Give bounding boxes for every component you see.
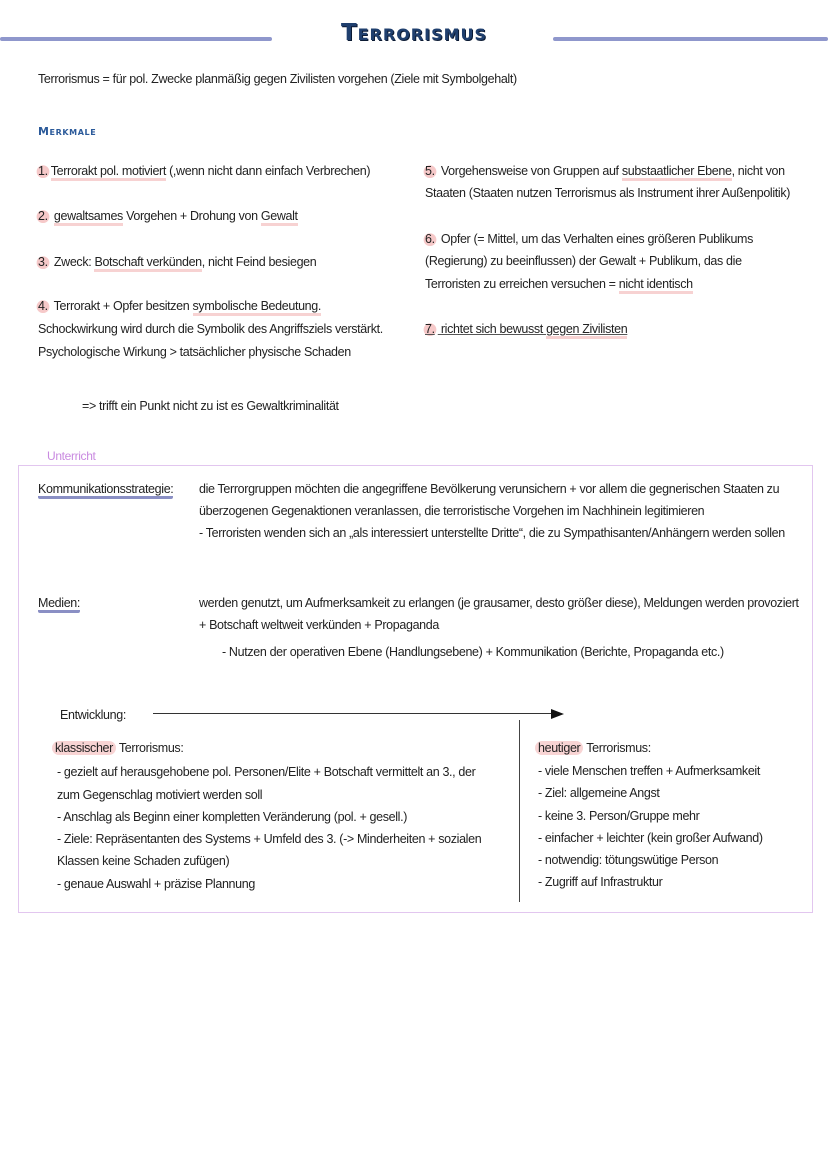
item-number: 4. xyxy=(35,299,51,313)
merkmal-3 xyxy=(38,253,316,271)
item-number: 7. xyxy=(422,322,438,336)
heutig-line: - Ziel: allgemeine Angst xyxy=(538,786,660,800)
heutig-line: - Zugriff auf Infrastruktur xyxy=(538,875,663,889)
highlight: heutiger xyxy=(535,741,583,755)
column-divider xyxy=(519,720,520,902)
unterricht-tag: Unterricht xyxy=(47,449,96,463)
text: Opfer (= Mittel, um das Verhalten eines größeren Publikums xyxy=(437,232,754,246)
text: Terrorismus: xyxy=(115,741,184,755)
section-heading-merkmale: Merkmale xyxy=(38,125,97,138)
merkmal-4 xyxy=(38,297,321,315)
text: Terrorismus: xyxy=(583,741,651,755)
highlight: gewaltsames xyxy=(54,209,123,226)
label: Kommunikationsstrategie: xyxy=(38,482,173,499)
item-number: 1. xyxy=(35,164,51,178)
klassisch-heading xyxy=(55,739,183,757)
entwicklung-label: Entwicklung: xyxy=(60,708,126,722)
merkmal-4-line3: Psychologische Wirkung > tatsächlicher physische Schaden xyxy=(38,345,351,359)
text: Terrorakt + Opfer besitzen xyxy=(50,299,193,313)
highlight: klassischer xyxy=(52,741,116,755)
highlight: substaatlicher Ebene xyxy=(622,164,732,181)
highlight: Gewalt xyxy=(261,209,298,226)
text: Vorgehensweise von Gruppen auf xyxy=(437,164,622,178)
merkmal-2 xyxy=(38,207,298,225)
highlight: nicht identisch xyxy=(619,277,693,294)
timeline-arrow xyxy=(153,713,553,714)
text: (,wenn nicht dann einfach Verbrechen) xyxy=(165,164,371,178)
merkmal-4-line2: Schockwirkung wird durch die Symbolik des Angriffsziels verstärkt. xyxy=(38,322,383,336)
text: richtet sich bewusst xyxy=(437,322,547,336)
highlight: Botschaft verkünden xyxy=(94,255,201,272)
komm-line: überzogenen Gegenaktionen veranlassen, die terroristische Vorgehen im Nachhinein legitimieren xyxy=(199,504,705,518)
highlight: gegen Zivilisten xyxy=(546,322,627,339)
merkmal-1 xyxy=(38,162,370,180)
highlight: symbolische Bedeutung. xyxy=(193,299,322,316)
heutig-heading xyxy=(538,739,651,757)
medien-line: werden genutzt, um Aufmerksamkeit zu erlangen (je grausamer, desto größer diese), Meldungen werden provoziert xyxy=(199,596,799,610)
item-number: 6. xyxy=(422,232,438,246)
text: Zweck: xyxy=(50,255,95,269)
komm-line: die Terrorgruppen möchten die angegriffene Bevölkerung verunsichern + vor allem die gegnerischen Staaten zu xyxy=(199,482,780,496)
medien-label xyxy=(38,594,80,612)
heutig-line: - viele Menschen treffen + Aufmerksamkeit xyxy=(538,764,760,778)
text: Vorgehen + Drohung von xyxy=(122,209,261,223)
klassisch-line: - genaue Auswahl + präzise Plannung xyxy=(57,877,255,891)
merkmal-6-line2: (Regierung) zu beeinflussen) der Gewalt + Publikum, das die xyxy=(425,254,742,268)
komm-line: - Terroristen wenden sich an „als interessiert unterstellte Dritte“, die zu Sympathisanten/Anhängern werden sollen xyxy=(199,526,785,540)
klassisch-line: - Anschlag als Beginn einer kompletten Veränderung (pol. + gesell.) xyxy=(57,810,408,824)
medien-line: + Botschaft weltweit verkünden + Propaganda xyxy=(199,618,439,632)
merkmal-5 xyxy=(425,162,785,180)
merkmal-6 xyxy=(425,230,753,248)
klassisch-line: Klassen keine Schaden zufügen) xyxy=(57,854,230,868)
heutig-line: - einfacher + leichter (kein großer Aufwand) xyxy=(538,831,763,845)
highlight: Terrorakt pol. motiviert xyxy=(51,164,166,181)
item-number: 2. xyxy=(35,209,51,223)
klassisch-line: zum Gegenschlag motiviert werden soll xyxy=(57,788,263,802)
klassisch-line: - gezielt auf herausgehobene pol. Personen/Elite + Botschaft vermittelt an 3., der xyxy=(57,765,476,779)
klassisch-line: - Ziele: Repräsentanten des Systems + Umfeld des 3. (-> Minderheiten + sozialen xyxy=(57,832,482,846)
text: , nicht von xyxy=(731,164,785,178)
label: Medien: xyxy=(38,596,80,613)
merkmal-7 xyxy=(425,320,627,338)
merkmal-6-line3 xyxy=(425,275,693,293)
merkmal-5-line2: Staaten (Staaten nutzen Terrorismus als Instrument ihrer Außenpolitik) xyxy=(425,186,791,200)
definition: Terrorismus = für pol. Zwecke planmäßig gegen Zivilisten vorgehen (Ziele mit Symbolgehalt) xyxy=(38,72,517,86)
heutig-line: - keine 3. Person/Gruppe mehr xyxy=(538,809,700,823)
komm-label xyxy=(38,480,173,498)
page-title: Terrorismus xyxy=(340,20,488,46)
medien-line: - Nutzen der operativen Ebene (Handlungsebene) + Kommunikation (Berichte, Propaganda etc.) xyxy=(222,645,724,659)
text: Terroristen zu erreichen versuchen = xyxy=(425,277,619,291)
conclusion: => trifft ein Punkt nicht zu ist es Gewaltkriminalität xyxy=(82,399,339,413)
item-number: 3. xyxy=(35,255,51,269)
item-number: 5. xyxy=(422,164,438,178)
heutig-line: - notwendig: tötungswütige Person xyxy=(538,853,719,867)
text: , nicht Feind besiegen xyxy=(201,255,317,269)
arrow-head-icon xyxy=(551,709,564,719)
